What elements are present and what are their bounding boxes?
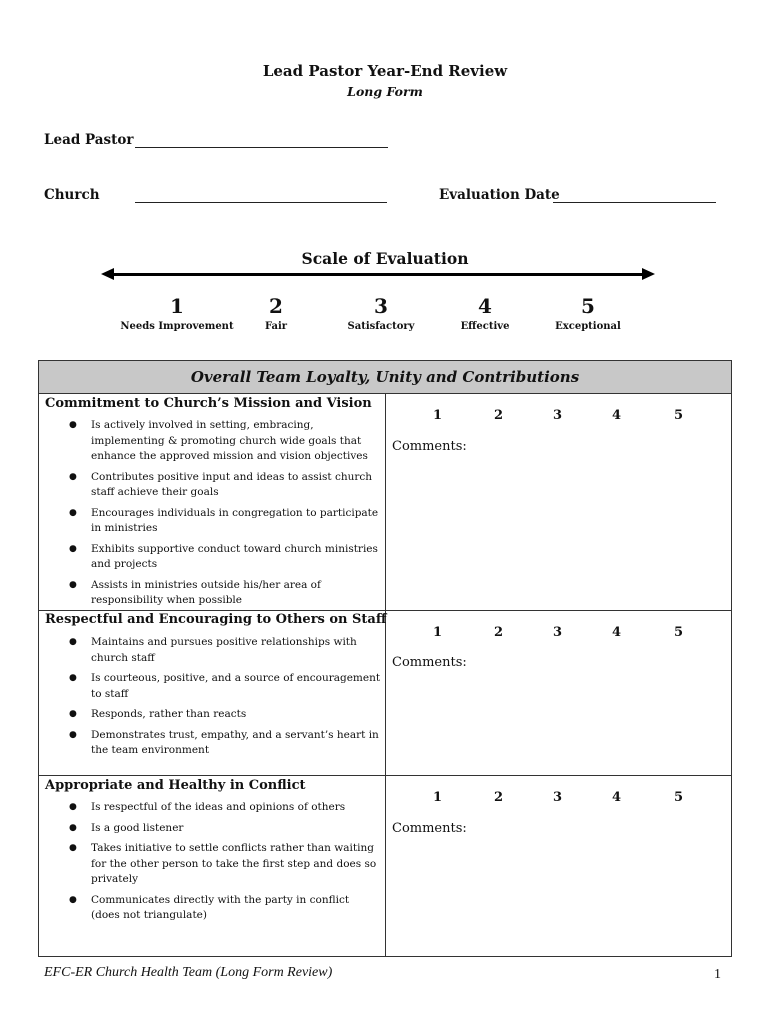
church-field[interactable]: [135, 202, 387, 203]
list-item: ● Demonstrates trust, empathy, and a servant’s heart in the team environment: [69, 728, 381, 759]
scale-arrow-line: [110, 273, 650, 276]
rating-option-2[interactable]: 2: [494, 790, 504, 805]
list-item: ● Is a good listener: [69, 821, 381, 837]
rating-option-2[interactable]: 2: [494, 625, 504, 640]
list-item: ● Is courteous, positive, and a source of encouragement to staff: [69, 671, 381, 702]
rating-option-4[interactable]: 4: [612, 790, 622, 805]
arrow-right-icon: [642, 268, 655, 280]
rating-option-4[interactable]: 4: [612, 625, 622, 640]
table-header: Overall Team Loyalty, Unity and Contributions: [39, 361, 731, 394]
rating-options: [399, 625, 719, 643]
scale-label: Satisfactory: [347, 321, 415, 332]
rating-option-5[interactable]: 5: [674, 790, 684, 805]
lead-pastor-label: Lead Pastor: [44, 132, 134, 148]
list-item: ● Exhibits supportive conduct toward church ministries and projects: [69, 542, 381, 573]
page-number: 1: [714, 967, 721, 982]
scale-label: Fair: [264, 321, 288, 332]
scale-number: 3: [374, 294, 388, 318]
list-item: ● Encourages individuals in congregation to participate in ministries: [69, 506, 381, 537]
column-divider: [385, 394, 386, 956]
section-bullets: [69, 800, 381, 929]
scale-number: 5: [581, 294, 595, 318]
scale-number: 1: [170, 294, 184, 318]
list-item: ● Responds, rather than reacts: [69, 707, 381, 723]
list-item: ● Maintains and pursues positive relationships with church staff: [69, 635, 381, 666]
church-label: Church: [44, 187, 100, 203]
comments-label[interactable]: Comments:: [392, 821, 467, 836]
lead-pastor-field[interactable]: [135, 147, 388, 148]
evaluation-date-field[interactable]: [553, 202, 716, 203]
document-subtitle: Long Form: [347, 84, 423, 99]
rating-option-1[interactable]: 1: [433, 408, 443, 423]
scale-label: Needs Improvement: [120, 321, 234, 332]
section-title: Respectful and Encouraging to Others on Staff: [45, 612, 387, 627]
rating-option-4[interactable]: 4: [612, 408, 622, 423]
section-title: Appropriate and Healthy in Conflict: [45, 778, 306, 793]
row-divider: [39, 775, 731, 776]
scale-label: Effective: [460, 321, 510, 332]
scale-item: [518, 295, 658, 332]
rating-option-3[interactable]: 3: [553, 790, 563, 805]
arrow-left-icon: [101, 268, 114, 280]
list-item: ● Assists in ministries outside his/her area of responsibility when possible: [69, 578, 381, 609]
rating-option-1[interactable]: 1: [433, 625, 443, 640]
rating-option-3[interactable]: 3: [553, 625, 563, 640]
list-item: ● Is respectful of the ideas and opinions of others: [69, 800, 381, 816]
rating-options: [399, 408, 719, 426]
section-title: Commitment to Church’s Mission and Vision: [45, 396, 372, 411]
scale-number: 4: [478, 294, 492, 318]
evaluation-table: [38, 360, 732, 957]
list-item: ● Contributes positive input and ideas to assist church staff achieve their goals: [69, 470, 381, 501]
document-title: Lead Pastor Year-End Review: [262, 62, 508, 80]
list-item: ● Communicates directly with the party in conflict (does not triangulate): [69, 893, 381, 924]
rating-option-3[interactable]: 3: [553, 408, 563, 423]
list-item: ● Is actively involved in setting, embracing, implementing & promoting church wide goals that enhance the approved mission and vision objectives: [69, 418, 381, 465]
rating-option-2[interactable]: 2: [494, 408, 504, 423]
comments-label[interactable]: Comments:: [392, 439, 467, 454]
rating-option-5[interactable]: 5: [674, 625, 684, 640]
section-bullets: [69, 418, 381, 614]
scale-number: 2: [269, 294, 283, 318]
section-bullets: [69, 635, 381, 764]
list-item: ● Takes initiative to settle conflicts rather than waiting for the other person to take the first step and does so privately: [69, 841, 381, 888]
rating-options: [399, 790, 719, 808]
footer-text: EFC-ER Church Health Team (Long Form Review): [44, 965, 333, 980]
comments-label[interactable]: Comments:: [392, 655, 467, 670]
rating-option-1[interactable]: 1: [433, 790, 443, 805]
rating-option-5[interactable]: 5: [674, 408, 684, 423]
scale-label: Exceptional: [555, 321, 621, 332]
evaluation-date-label: Evaluation Date: [439, 187, 560, 203]
scale-title: Scale of Evaluation: [301, 249, 469, 268]
